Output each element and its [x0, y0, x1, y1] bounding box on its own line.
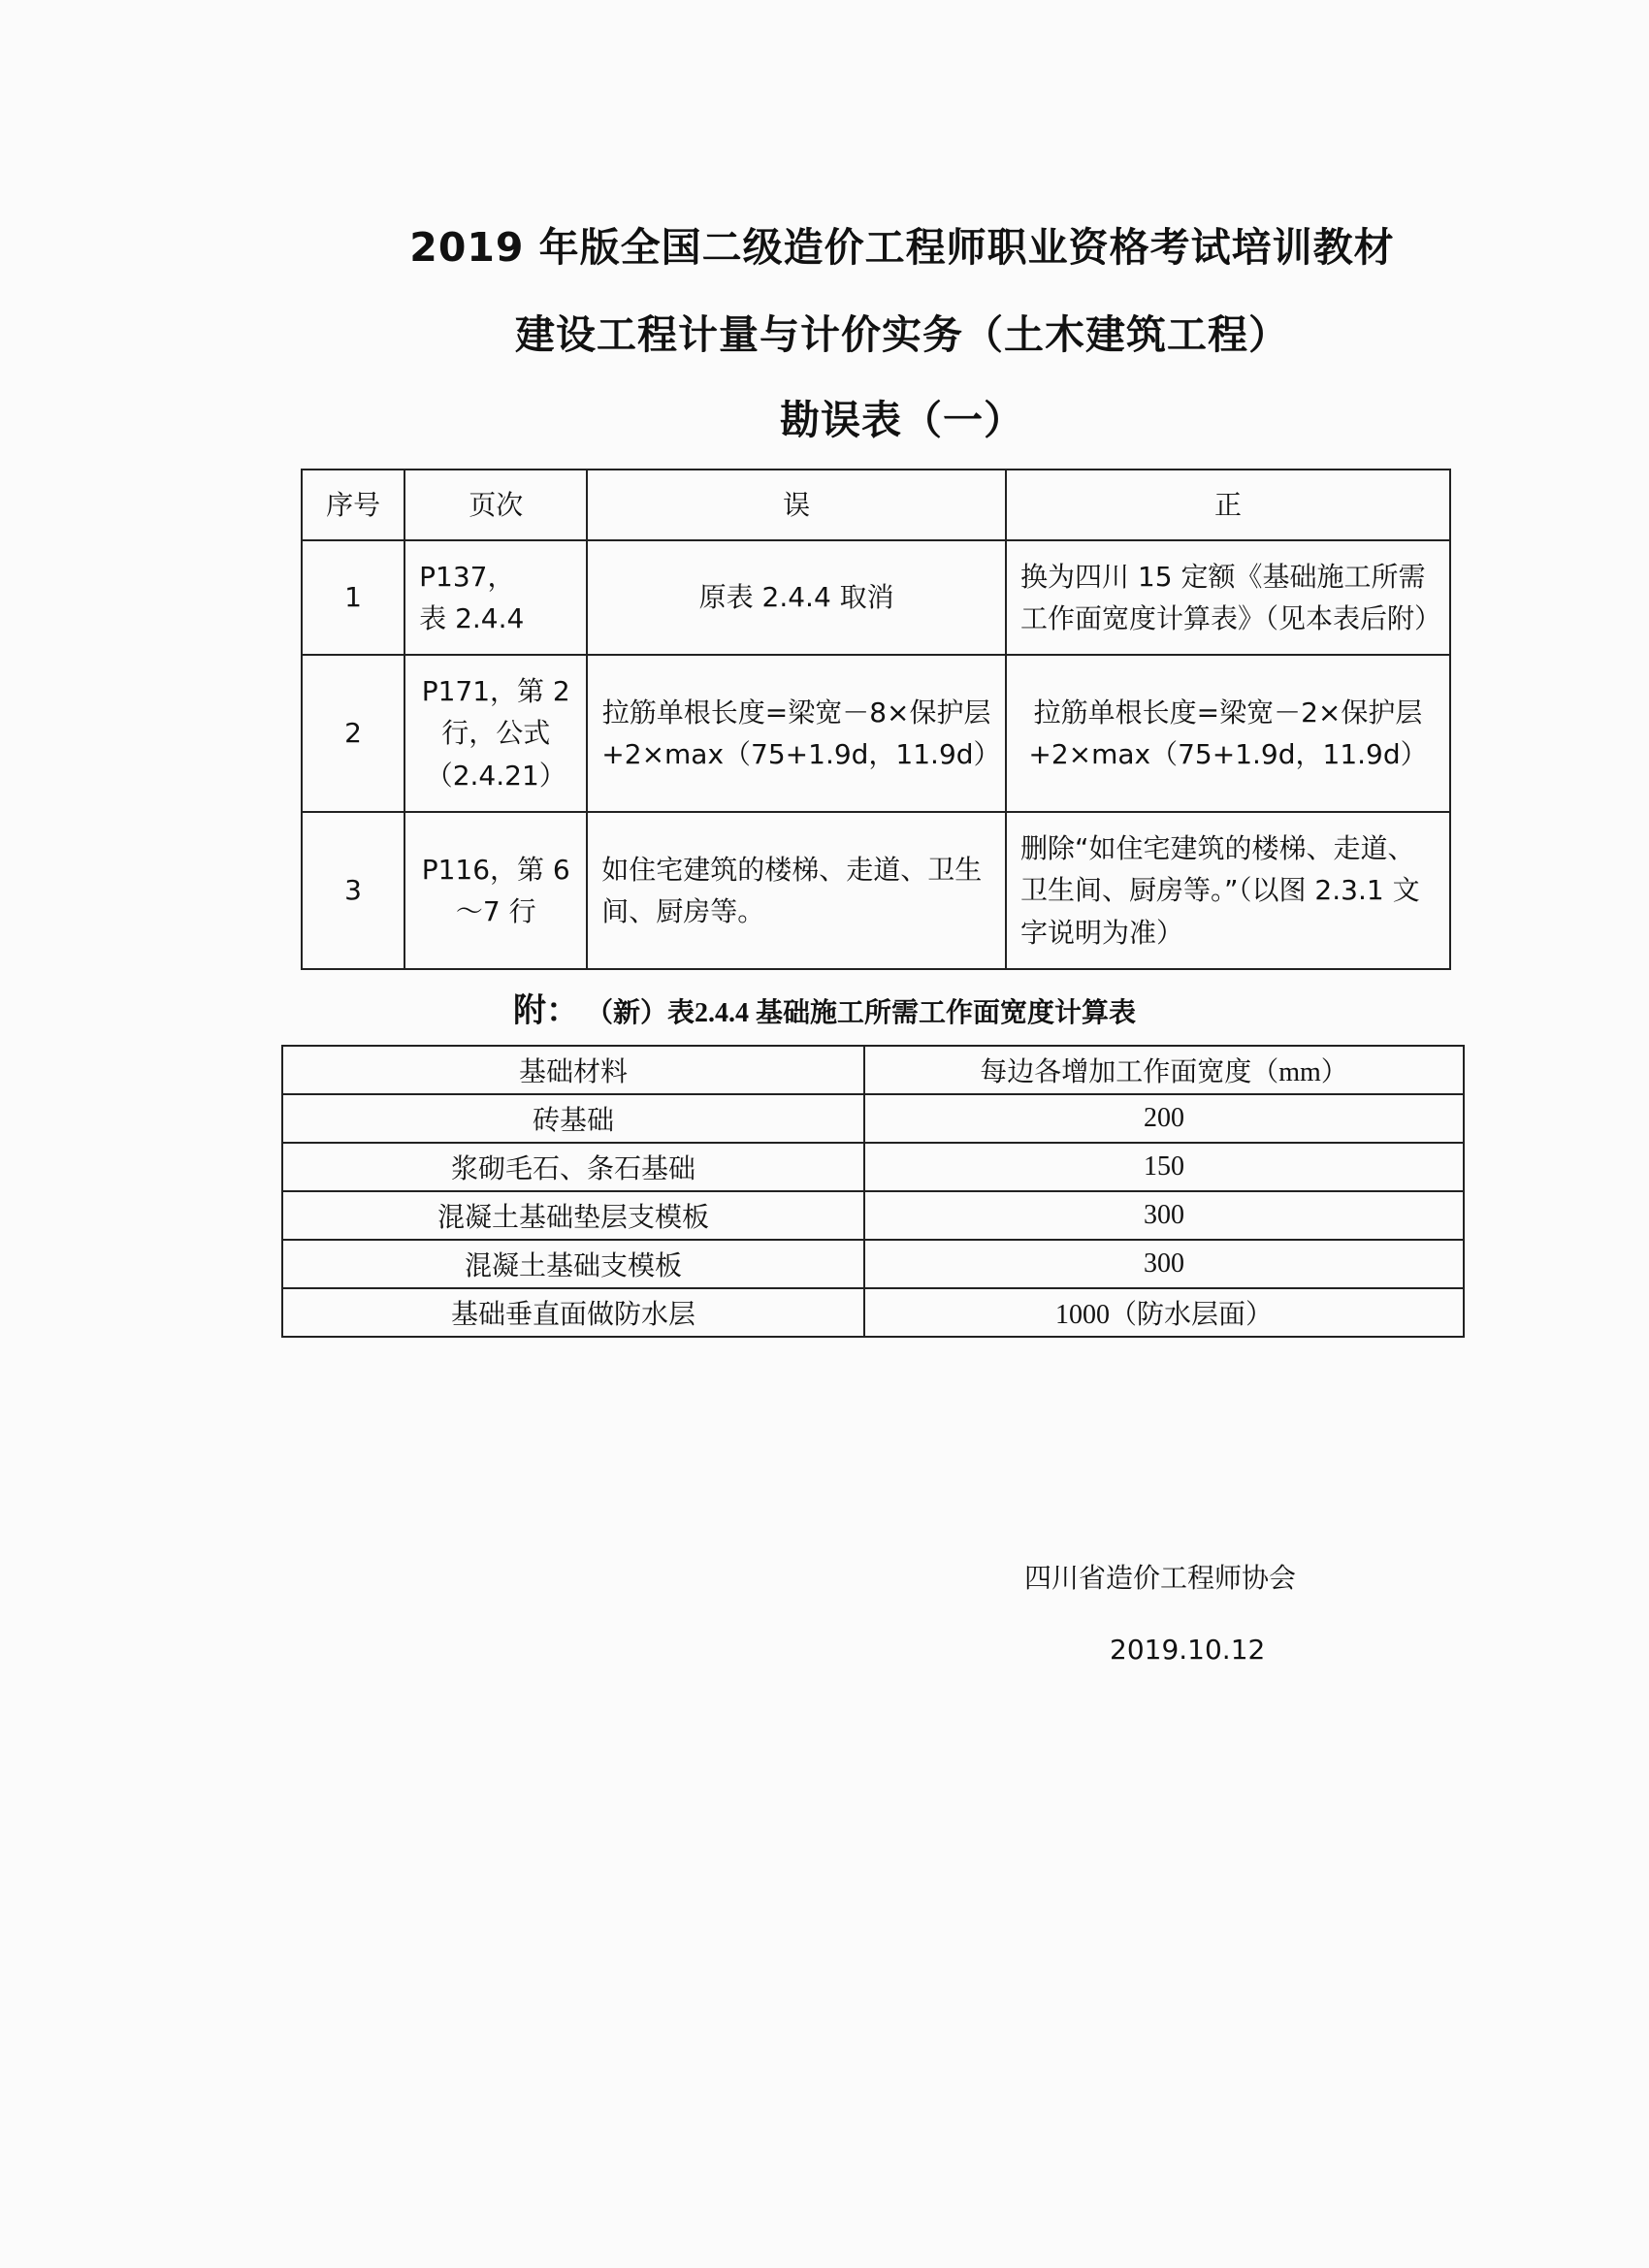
table-row [302, 540, 1450, 655]
row-wrong: 原表 2.4.4 取消 [587, 540, 1006, 655]
header-material: 基础材料 [282, 1046, 864, 1094]
errata-header-row [302, 470, 1450, 540]
table-row [282, 1191, 1464, 1240]
header-index: 序号 [302, 470, 404, 540]
table-row [302, 655, 1450, 812]
row-page [404, 540, 587, 655]
appendix-label: 附： [512, 993, 579, 1029]
row-index: 2 [302, 655, 404, 812]
width-cell: 200 [864, 1094, 1464, 1143]
errata-table [301, 469, 1451, 970]
row-page-line: P137， [419, 560, 515, 593]
row-index: 1 [302, 540, 404, 655]
material-cell: 混凝土基础垫层支模板 [282, 1191, 864, 1240]
issue-date: 2019.10.12 [1110, 1634, 1266, 1666]
row-right: 换为四川 15 定额《基础施工所需工作面宽度计算表》（见本表后附） [1006, 540, 1450, 655]
title-line-3: 勘误表（一） [780, 397, 1024, 443]
title-line-1: 2019 年版全国二级造价工程师职业资格考试培训教材 [409, 224, 1395, 271]
width-cell: 300 [864, 1240, 1464, 1288]
width-cell: 1000（防水层面） [864, 1288, 1464, 1337]
row-page: P116，第 6～7 行 [404, 812, 587, 969]
table-row [282, 1288, 1464, 1337]
material-cell: 混凝土基础支模板 [282, 1240, 864, 1288]
appendix-title [291, 984, 1358, 1031]
appendix-table-title: （新）表2.4.4 基础施工所需工作面宽度计算表 [585, 998, 1136, 1028]
width-cell: 150 [864, 1143, 1464, 1191]
header-width: 每边各增加工作面宽度（mm） [864, 1046, 1464, 1094]
header-page: 页次 [404, 470, 587, 540]
row-right: 拉筋单根长度=梁宽－2×保护层+2×max（75+1.9d，11.9d） [1006, 655, 1450, 812]
header-right: 正 [1006, 470, 1450, 540]
material-cell: 砖基础 [282, 1094, 864, 1143]
row-wrong: 拉筋单根长度=梁宽－8×保护层+2×max（75+1.9d，11.9d） [587, 655, 1006, 812]
row-page-line: 表 2.4.4 [419, 602, 525, 634]
material-cell: 浆砌毛石、条石基础 [282, 1143, 864, 1191]
table-row [282, 1094, 1464, 1143]
table-row [302, 812, 1450, 969]
row-index: 3 [302, 812, 404, 969]
issuing-organization: 四川省造价工程师协会 [1024, 1562, 1297, 1594]
table-row [282, 1143, 1464, 1191]
table-row [282, 1240, 1464, 1288]
width-cell: 300 [864, 1191, 1464, 1240]
material-cell: 基础垂直面做防水层 [282, 1288, 864, 1337]
row-page: P171，第 2 行，公式（2.4.21） [404, 655, 587, 812]
foundation-header-row [282, 1046, 1464, 1094]
header-wrong: 误 [587, 470, 1006, 540]
foundation-width-table [281, 1045, 1465, 1338]
row-right: 删除“如住宅建筑的楼梯、走道、卫生间、厨房等。”（以图 2.3.1 文字说明为准） [1006, 812, 1450, 969]
title-line-2: 建设工程计量与计价实务（土木建筑工程） [515, 311, 1289, 358]
row-wrong: 如住宅建筑的楼梯、走道、卫生间、厨房等。 [587, 812, 1006, 969]
